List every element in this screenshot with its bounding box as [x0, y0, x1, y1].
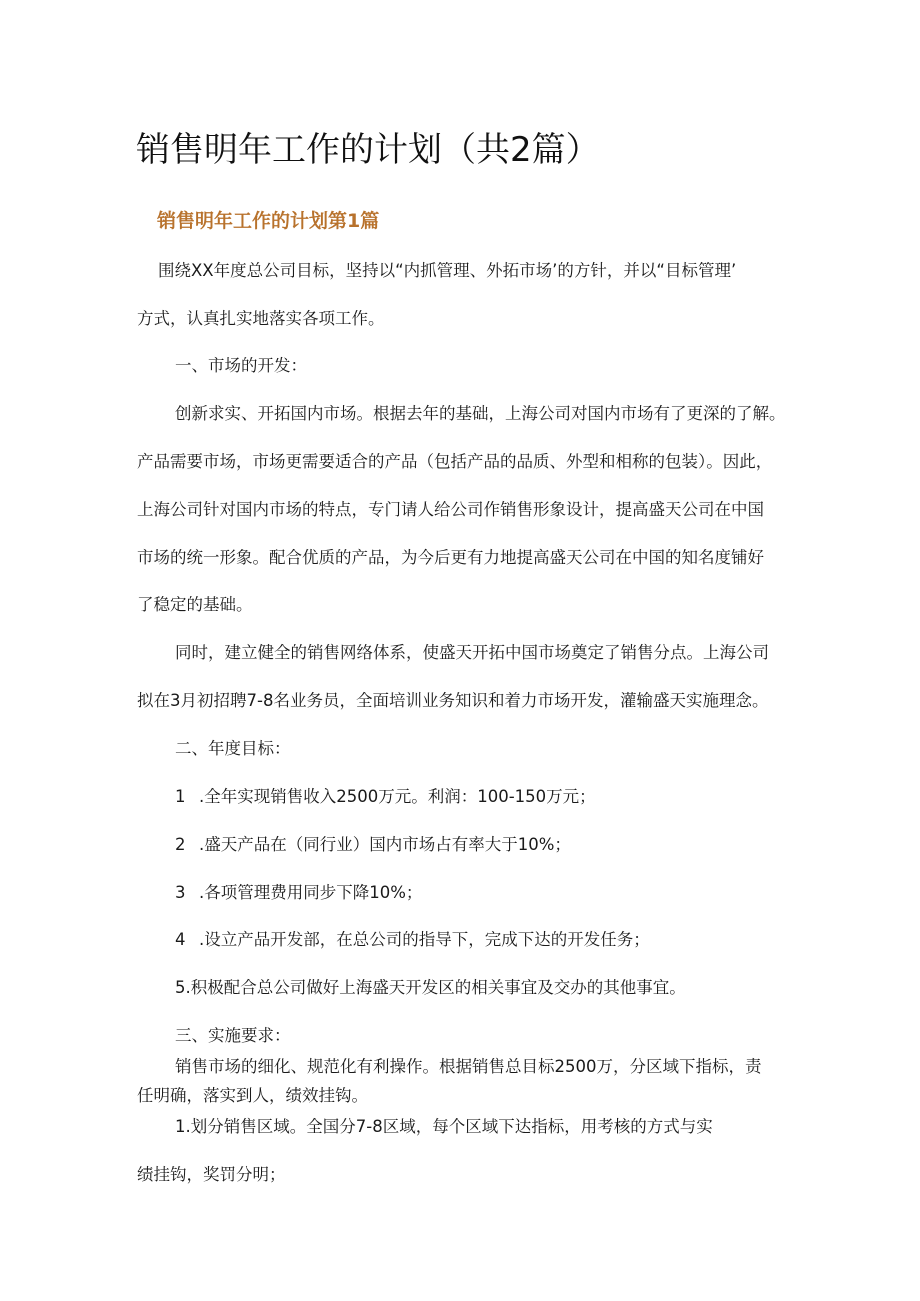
goal-text: .全年实现销售收入2500万元。利润：100-150万元； [199, 787, 596, 806]
section-heading-requirements: 三、实施要求： [175, 1026, 291, 1045]
paragraph-line: 拟在3月初招聘7-8名业务员，全面培训业务知识和着力市场开发，灌输盛天实施理念。 [137, 691, 769, 710]
goal-item [175, 880, 422, 906]
paragraph-line: 同时，建立健全的销售网络体系，使盛天开拓中国市场奠定了销售分点。上海公司 [175, 643, 769, 662]
paragraph-line: 绩挂钩，奖罚分明； [137, 1165, 286, 1184]
section-heading-goals: 二、年度目标： [175, 739, 291, 758]
paragraph-line: 1.划分销售区域。全国分7-8区域，每个区域下达指标，用考核的方式与实 [175, 1117, 713, 1136]
section-heading: 销售明年工作的计划第1篇 [157, 210, 380, 232]
goal-number: 3 [175, 883, 186, 902]
goal-text: .盛天产品在（同行业）国内市场占有率大于10%； [199, 835, 571, 854]
paragraph-line: 围绕XX年度总公司目标，坚持以“内抓管理、外拓市场’的方针，并以“目标管理’ [158, 261, 737, 280]
paragraph-line: 产品需要市场，市场更需要适合的产品（包括产品的品质、外型和相称的包装）。因此， [137, 452, 773, 471]
paragraph-line: 方式，认真扎实地落实各项工作。 [137, 309, 385, 328]
paragraph-line: 5.积极配合总公司做好上海盛天开发区的相关事宜及交办的其他事宜。 [175, 978, 686, 997]
goal-text: .设立产品开发部，在总公司的指导下，完成下达的开发任务； [199, 930, 650, 949]
paragraph-line: 了稳定的基础。 [137, 595, 253, 614]
paragraph-line: 上海公司针对国内市场的特点，专门请人给公司作销售形象设计，提高盛天公司在中国 [137, 500, 764, 519]
section-heading-market: 一、市场的开发： [175, 356, 307, 375]
paragraph-line: 市场的统一形象。配合优质的产品，为今后更有力地提高盛天公司在中国的知名度铺好 [137, 548, 764, 567]
goal-number: 1 [175, 787, 186, 806]
goal-item [175, 832, 571, 858]
goal-item [175, 784, 596, 810]
paragraph-line: 创新求实、开拓国内市场。根据去年的基础，上海公司对国内市场有了更深的了解。 [175, 404, 786, 423]
paragraph-line: 任明确，落实到人，绩效挂钩。 [137, 1086, 368, 1105]
goal-text: .各项管理费用同步下降10%； [199, 883, 423, 902]
paragraph-line: 销售市场的细化、规范化有利操作。根据销售总目标2500万，分区域下指标，责 [175, 1057, 762, 1076]
goal-number: 4 [175, 930, 186, 949]
goal-item [175, 927, 650, 953]
goal-number: 2 [175, 835, 186, 854]
document-title: 销售明年工作的计划（共2篇） [136, 130, 600, 170]
